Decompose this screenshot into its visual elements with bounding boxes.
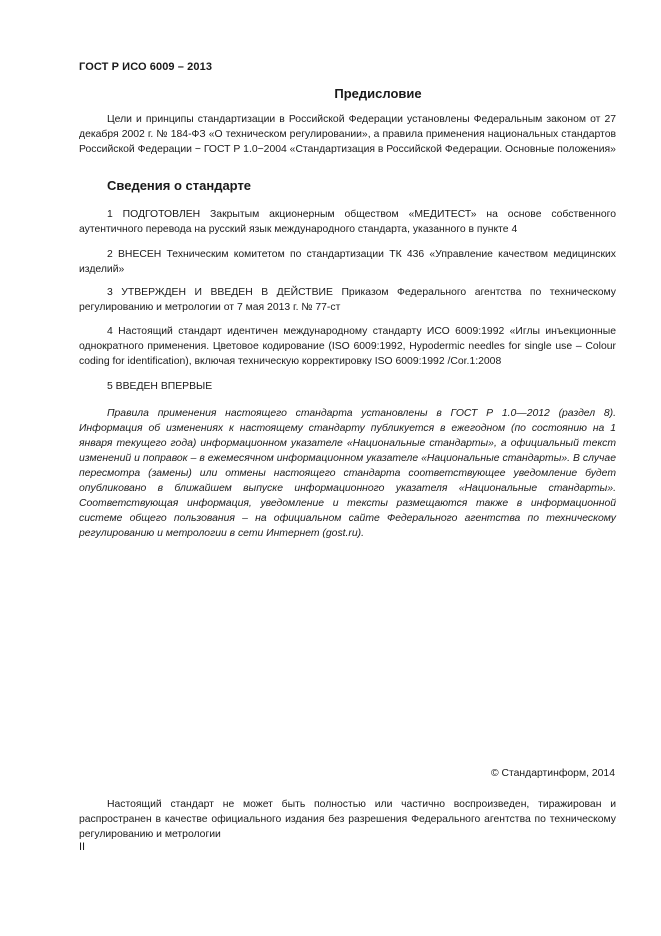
reproduction-notice xyxy=(79,797,616,842)
info-title: Сведения о стандарте xyxy=(107,178,252,193)
foreword-title: Предисловие xyxy=(334,86,422,101)
document-code: ГОСТ Р ИСО 6009 – 2013 xyxy=(79,61,213,73)
info-item-3 xyxy=(79,285,616,315)
info-item-4 xyxy=(79,324,616,369)
foreword-text-content: Цели и принципы стандартизации в Российской Федерации установлены Федеральным законом от 27 декабря 2002 г. № 184-ФЗ «О техническом регулировании», а правила применения национальных стандартов Российской Федерации − ГОСТ Р 1.0−2004 «Стандартизация в Российской Федерации. Основные положения» xyxy=(79,114,616,155)
info-item-text: 2 ВНЕСЕН Техническим комитетом по стандартизации ТК 436 «Управление качеством медицинских изделий» xyxy=(79,249,616,275)
info-item-text: 3 УТВЕРЖДЕН И ВВЕДЕН В ДЕЙСТВИЕ Приказом Федерального агентства по техническому регулированию и метрологии от 7 мая 2013 г. № 77-ст xyxy=(79,287,616,313)
page-number: II xyxy=(79,841,86,853)
reproduction-notice-text: Настоящий стандарт не может быть полностью или частично воспроизведен, тиражирован и распространен в качестве официального издания без разрешения Федерального агентства по техническому регулированию и метрологии xyxy=(79,799,616,840)
rules-note-text: Правила применения настоящего стандарта установлены в ГОСТ Р 1.0—2012 (раздел 8). Информация об изменениях к настоящему стандарту публикуется в ежегодном (по состоянию на 1 января текущего года) информационном указателе «Национальные стандарты», а официальный текст изменений и поправок – в ежемесячном информационном указателе «Национальные стандарты». В случае пересмотра (замены) или отмены настоящего стандарта соответствующее уведомление будет опубликовано в ближайшем выпуске информационного указателя «Национальные стандарты». Соответствующая информация, уведомление и тексты размещаются также в информационной системе общего пользования – на официальном сайте Федерального агентства по техническому регулированию и метрологии в сети Интернет (gost.ru). xyxy=(79,408,616,539)
info-item-2 xyxy=(79,247,616,277)
info-item-text: 5 ВВЕДЕН ВПЕРВЫЕ xyxy=(107,381,213,392)
info-item-text: 1 ПОДГОТОВЛЕН Закрытым акционерным обществом «МЕДИТЕСТ» на основе собственного аутентичного перевода на русский язык международного стандарта, указанного в пункте 4 xyxy=(79,209,616,235)
rules-note xyxy=(79,406,616,541)
copyright: © Стандартинформ, 2014 xyxy=(490,768,615,779)
info-item-text: 4 Настоящий стандарт идентичен международному стандарту ИСО 6009:1992 «Иглы инъекционные однократного применения. Цветовое кодирование (ISO 6009:1992, Hypodermic needles for single use – Colour coding for identification), включая техническую корректировку ISO 6009:1992 /Cor.1:2008 xyxy=(79,326,616,367)
info-item-5 xyxy=(79,379,616,394)
info-item-1 xyxy=(79,207,616,237)
foreword-text xyxy=(79,112,616,157)
